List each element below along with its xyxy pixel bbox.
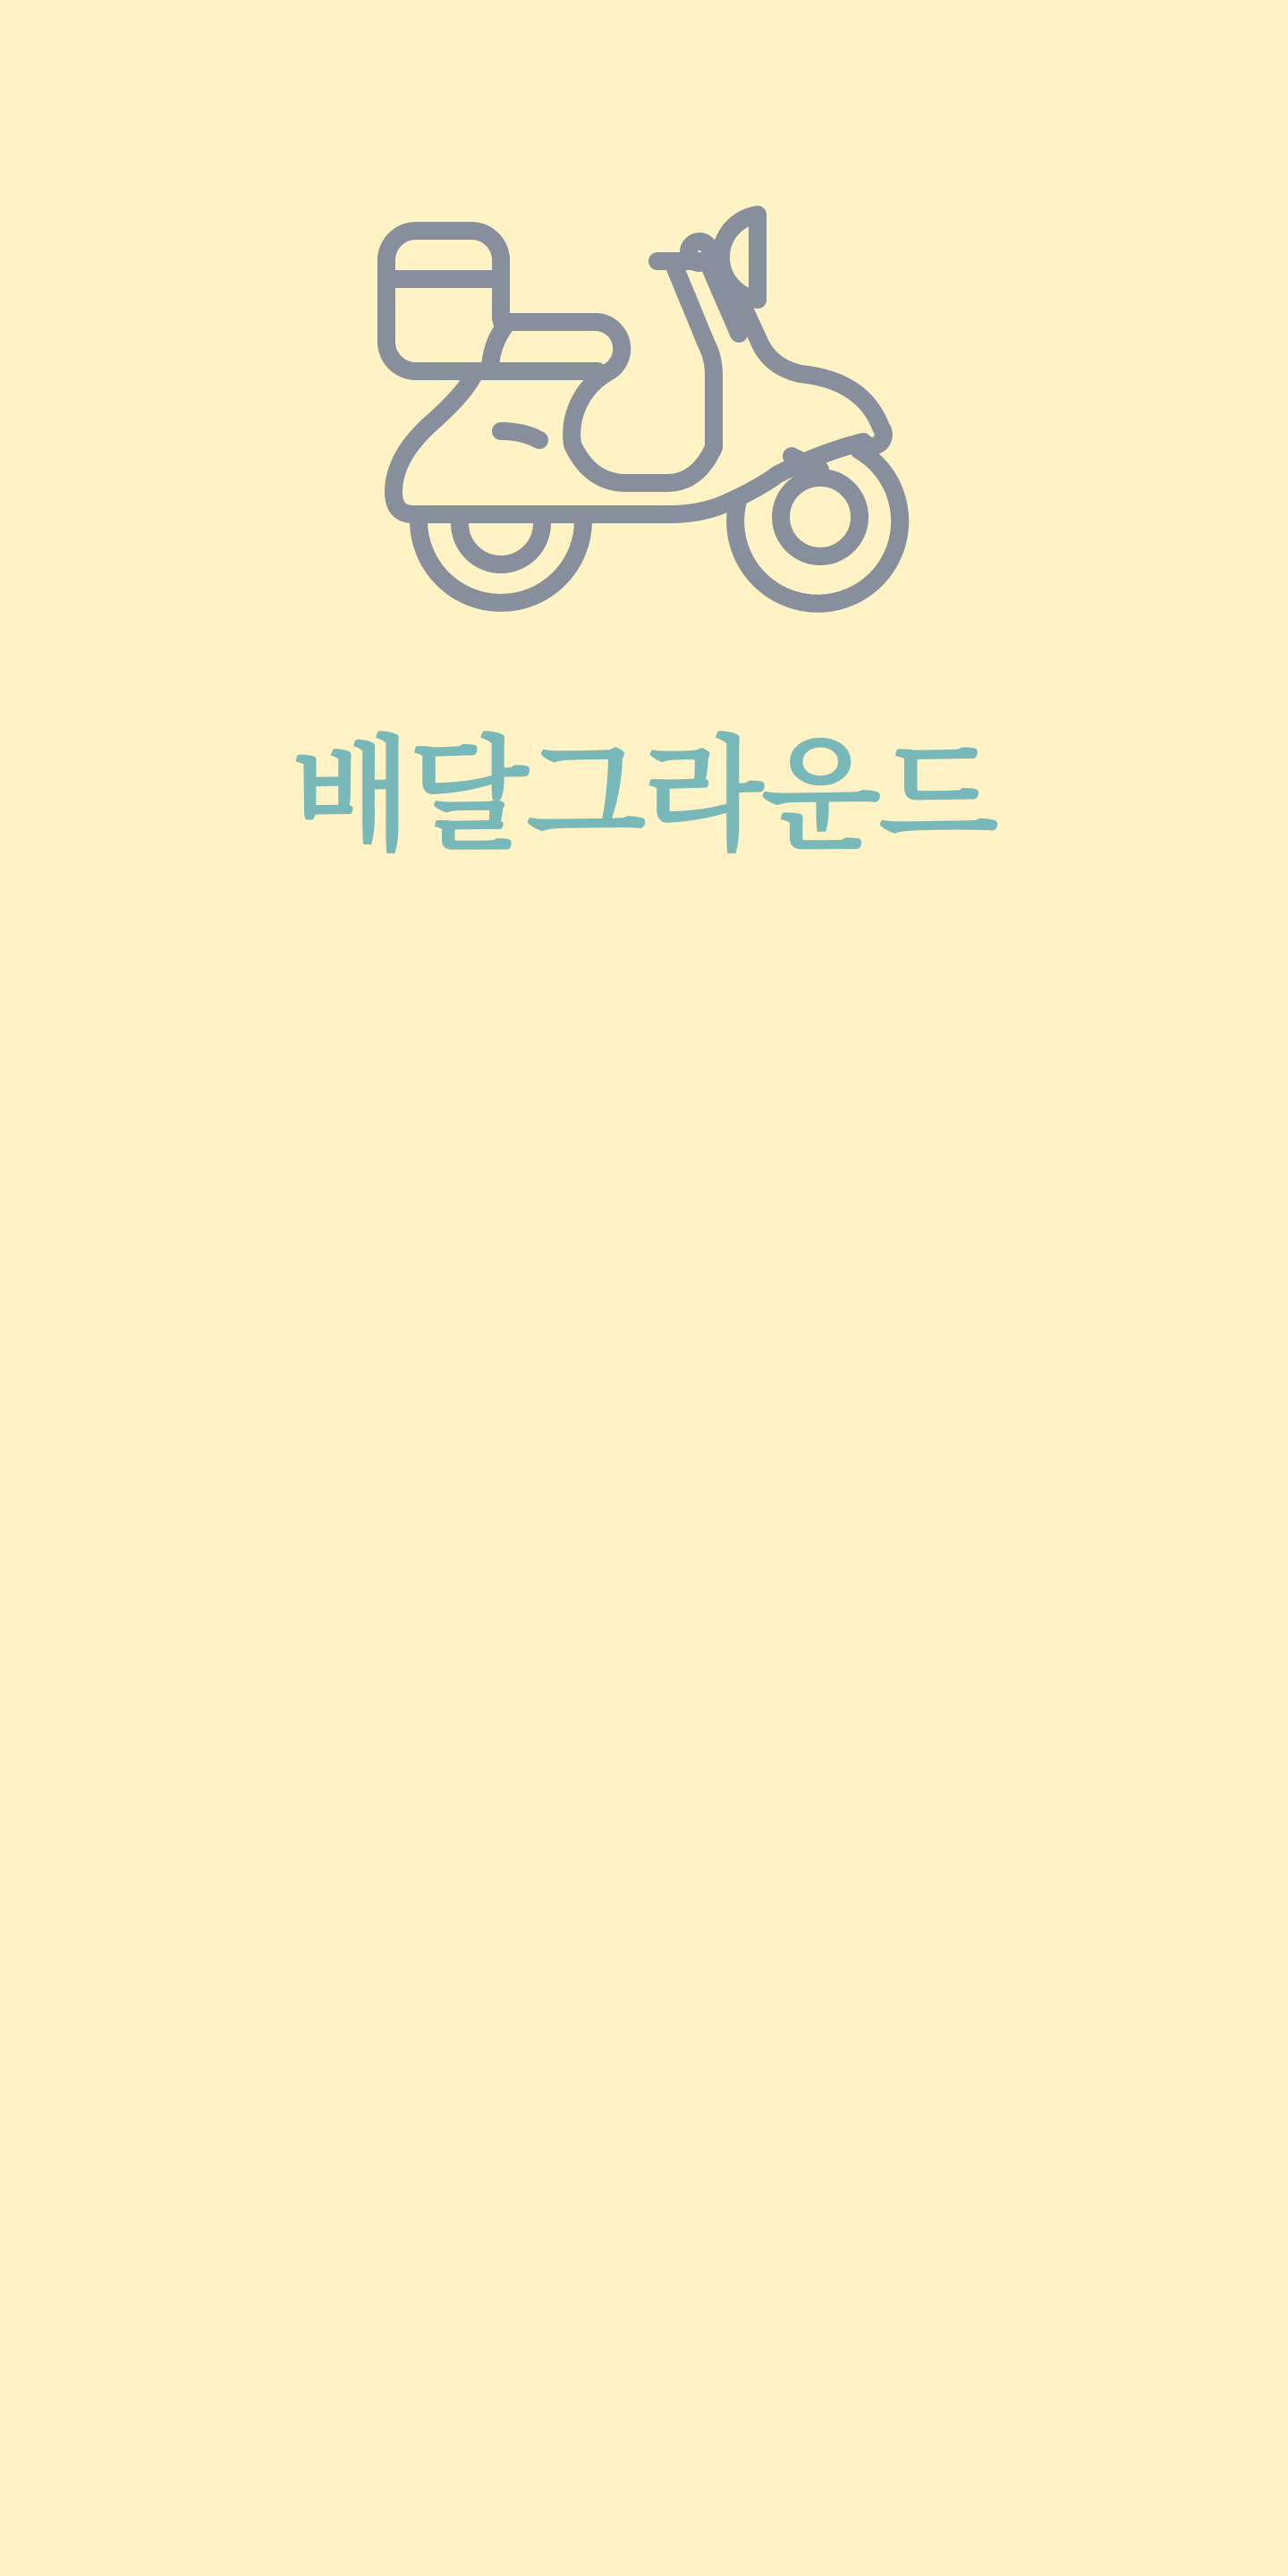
app-title: 배달그라운드 — [292, 724, 996, 868]
scooter-icon — [340, 179, 948, 644]
